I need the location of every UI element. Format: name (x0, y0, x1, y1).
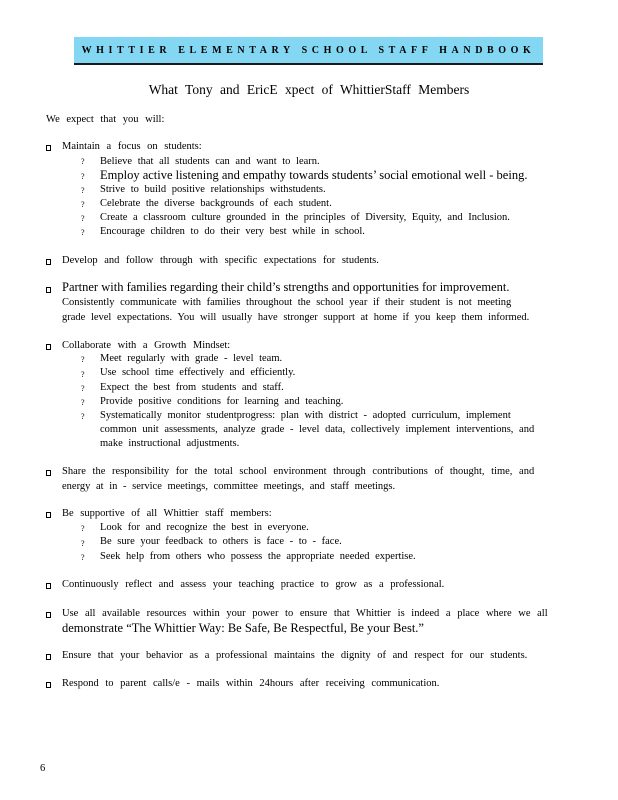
sub-item: Celebrate the diverse backgrounds of each student. (100, 198, 332, 209)
square-bullet-icon (46, 512, 51, 518)
handbook-banner (74, 37, 543, 65)
section-heading: Collaborate with a Growth Mindset: (62, 340, 231, 351)
section-heading: Use all available resources within your power to ensure that Whittier is indeed a place where we all (62, 608, 548, 619)
sub-item-continuation: common unit assessments, analyze grade - level data, collectively implement interventions, and (100, 424, 535, 435)
section-heading: Respond to parent calls/e - mails within 24hours after receiving communication. (62, 678, 440, 689)
sub-bullet-icon: ? (81, 200, 85, 209)
section-continuation: energy at in - service meetings, committee meetings, and staff meetings. (62, 481, 396, 492)
square-bullet-icon (46, 145, 51, 151)
square-bullet-icon (46, 470, 51, 476)
sub-item: Strive to build positive relationships withstudents. (100, 184, 326, 195)
page-number: 6 (40, 763, 46, 774)
sub-bullet-icon: ? (81, 228, 85, 237)
section-heading: Develop and follow through with specific expectations for students. (62, 255, 379, 266)
sub-bullet-icon: ? (81, 370, 85, 379)
sub-bullet-icon: ? (81, 186, 85, 195)
intro-text: We expect that you will: (46, 114, 165, 125)
sub-item: Encourage children to do their very best while in school. (100, 226, 365, 237)
sub-bullet-icon: ? (81, 214, 85, 223)
square-bullet-icon (46, 654, 51, 660)
section-continuation: grade level expectations. You will usually have stronger support at home if you keep them informed. (62, 312, 530, 323)
banner-title: WHITTIER ELEMENTARY SCHOOL STAFF HANDBOOK (81, 44, 536, 56)
sub-item: Employ active listening and empathy towards students’ social emotional well - being. (100, 168, 528, 182)
section-heading: Ensure that your behavior as a professional maintains the dignity of and respect for our students. (62, 650, 528, 661)
section-continuation: demonstrate “The Whittier Way: Be Safe, Be Respectful, Be your Best.” (62, 621, 424, 635)
section-continuation: Consistently communicate with families throughout the school year if their student is not meeting (62, 297, 512, 308)
sub-bullet-icon: ? (81, 157, 85, 166)
sub-item: Seek help from others who possess the appropriate needed expertise. (100, 551, 416, 562)
square-bullet-icon (46, 287, 51, 293)
section-heading: Be supportive of all Whittier staff members: (62, 508, 272, 519)
sub-bullet-icon: ? (81, 384, 85, 393)
sub-bullet-icon: ? (81, 553, 85, 562)
square-bullet-icon (46, 344, 51, 350)
sub-item-continuation: make instructional adjustments. (100, 438, 240, 449)
sub-item: Expect the best from students and staff. (100, 382, 284, 393)
sub-bullet-icon: ? (81, 172, 85, 181)
sub-item: Believe that all students can and want to learn. (100, 156, 320, 167)
sub-item: Systematically monitor studentprogress: plan with district - adopted curriculum, implement (100, 410, 511, 421)
page-title: What Tony and EricE xpect of WhittierStaff Members (148, 82, 470, 97)
sub-bullet-icon: ? (81, 398, 85, 407)
sub-item: Meet regularly with grade - level team. (100, 353, 283, 364)
sub-bullet-icon: ? (81, 355, 85, 364)
square-bullet-icon (46, 612, 51, 618)
square-bullet-icon (46, 682, 51, 688)
section-heading: Maintain a focus on students: (62, 141, 202, 152)
sub-item: Look for and recognize the best in everyone. (100, 522, 309, 533)
sub-bullet-icon: ? (81, 539, 85, 548)
section-heading: Continuously reflect and assess your teaching practice to grow as a professional. (62, 579, 445, 590)
sub-item: Be sure your feedback to others is face - to - face. (100, 536, 342, 547)
square-bullet-icon (46, 583, 51, 589)
section-heading: Partner with families regarding their child’s strengths and opportunities for improvement. (62, 280, 510, 294)
section-heading: Share the responsibility for the total school environment through contributions of thought, time, and (62, 466, 535, 477)
sub-item: Create a classroom culture grounded in the principles of Diversity, Equity, and Inclusion. (100, 212, 510, 223)
square-bullet-icon (46, 259, 51, 265)
sub-item: Provide positive conditions for learning and teaching. (100, 396, 344, 407)
sub-bullet-icon: ? (81, 524, 85, 533)
sub-bullet-icon: ? (81, 412, 85, 421)
sub-item: Use school time effectively and efficiently. (100, 367, 296, 378)
